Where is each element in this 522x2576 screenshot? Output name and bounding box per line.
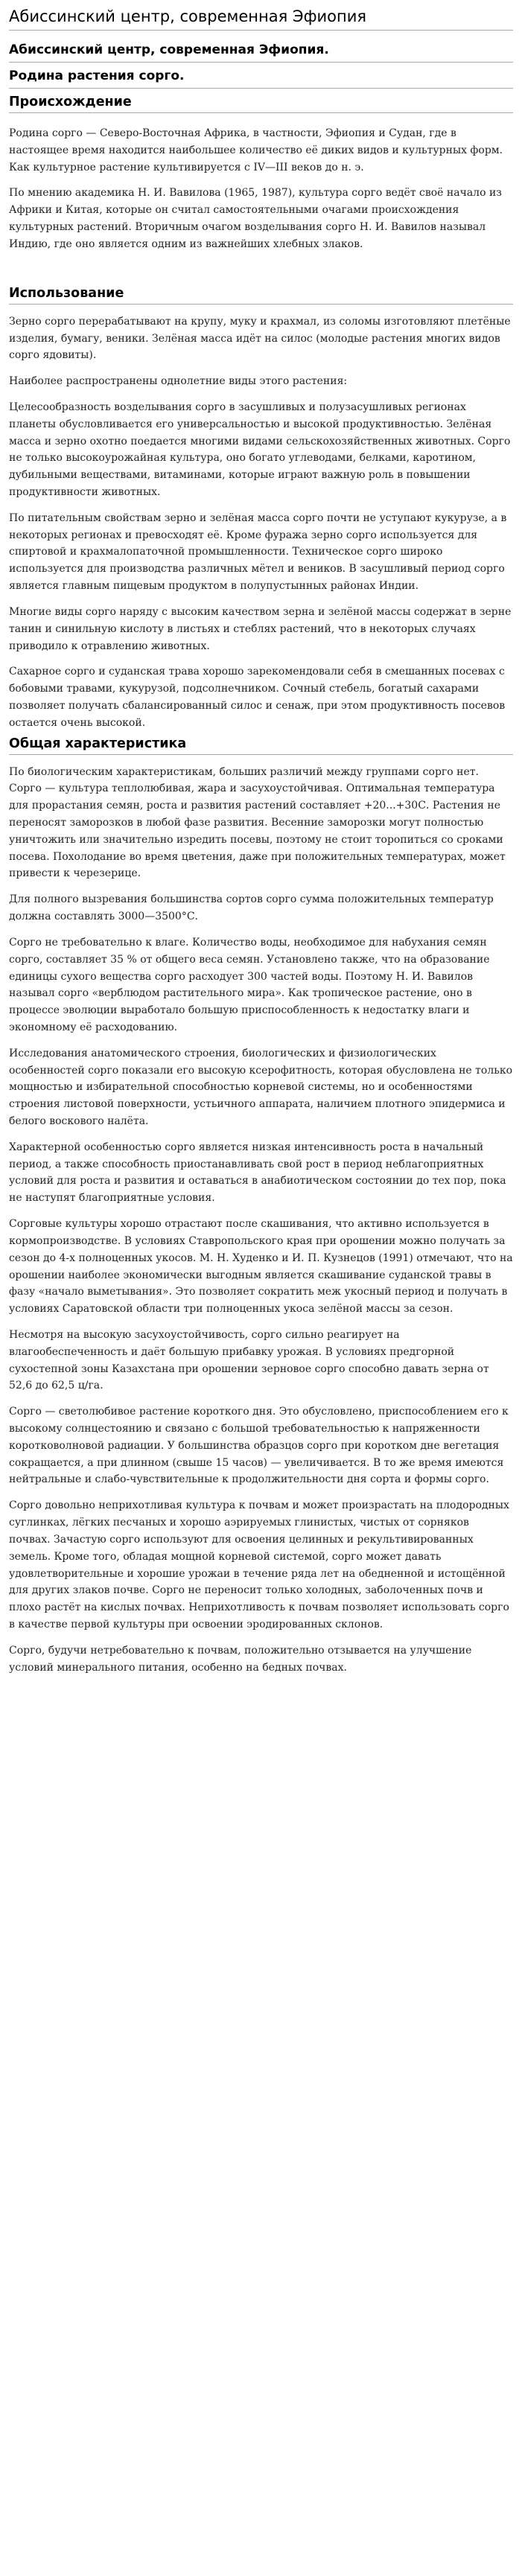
section-heading: Происхождение <box>9 90 513 113</box>
paragraph: Сорго довольно неприхотливая культура к почвам и может произрастать на плодородных суглинках, лёгких песчаных и хорошо аэрируемых глинистых, чистых от сорняков почвах. Зачастую сорго используют для освоения целинных и рекультивированных земель. Кроме того, обладая мощной корневой системой, сорго может давать удовлетворительные и хорошие урожаи в течение ряда лет на обедненной и истощённой для других злаков почве. Сорго не переносит только холодных, заболоченных почв и плохо растёт на кислых почвах. Неприхотливость к почвам позволяет использовать сорго в качестве первой культуры при освоении эродированных склонов. <box>9 1499 509 1630</box>
article-heading: Абиссинский центр, современная Эфиопия. <box>9 31 513 63</box>
paragraph: Несмотря на высокую засухоустойчивость, сорго сильно реагирует на влагообеспеченность и даёт большую прибавку урожая. В условиях предгорной сухостепной зоны Казахстана при орошении зерновое сорго способно давать зерна от 52,6 до 62,5 ц/га. <box>9 1328 489 1392</box>
paragraph: Сорговые культуры хорошо отрастают после скашивания, что активно используется в кормопроизводстве. В условиях Ставропольского края при орошении можно получать за сезон до 4-х полноценных укосов. М. Н. Худенко и И. П. Кузнецов (1991) отмечают, что на орошении наиболее экономически выгодным является скашивание суданской травы в фазу «начало выметывания». Это позволяет сократить меж укосный период и получать в условиях Саратовской области три полноценных укоса зелёной массы за сезон. <box>9 1218 513 1316</box>
paragraph: Наиболее распространены однолетние виды этого растения: <box>9 375 348 388</box>
paragraph: Зерно сорго перерабатывают на крупу, муку и крахмал, из соломы изготовляют плетёные изделия, бумагу, веники. Зелёная масса идёт на силос (молодые растения многих видов сорго ядовиты). <box>9 315 511 362</box>
paragraph: Родина сорго — Северо-Восточная Африка, в частности, Эфиопия и Судан, где в настоящее время находится наибольшее количество её диких видов и культурных форм. Как культурное растение культивируется с IV—III веков до н. э. <box>9 127 503 173</box>
paragraph: Для полного вызревания большинства сортов сорго сумма положительных температур должна составлять 3000—3500°С. <box>9 893 494 923</box>
article-subheading: Родина растения сорго. <box>9 63 513 89</box>
paragraph: Сорго не требовательно к влаге. Количество воды, необходимое для набухания семян сорго, составляет 35 % от общего веса семян. Установлено также, что на образование единицы сухого вещества сорго расходует 300 частей воды. Поэтому Н. И. Вавилов называл сорго «верблюдом растительного мира». Как тропическое растение, оно в процессе эволюции выработало большую приспособленность к недостатку влаги и экономному её расходованию. <box>9 936 490 1033</box>
paragraph: По мнению академика Н. И. Вавилова (1965, 1987), культура сорго ведёт своё начало из Африки и Китая, которые он считал самостоятельными очагами происхождения культурных растений. Вторичным очагом возделывания сорго Н. И. Вавилов называл Индию, где оно является одним из важнейших хлебных злаков. <box>9 187 502 250</box>
paragraph: По питательным свойствам зерно и зелёная масса сорго почти не уступают кукурузе, а в некоторых регионах и превосходят её. Кроме фуража зерно сорго используется для спиртовой и крахмалопаточной промышленности. Техническое сорго широко используется для производства различных мётел и веников. В засушливый период сорго является главным пищевым продуктом в полупустынных районах Индии. <box>9 511 507 593</box>
paragraph: По биологическим характеристикам, больших различий между группами сорго нет. Сорго — культура теплолюбивая, жара и засухоустойчивая. Оптимальная температура для прорастания семян, роста и развития растений составляет +20...+30С. Растения не переносят заморозков в любой фазе развития. Весенние заморозки могут полностью уничтожить или значительно изредить посевы, поэтому не стоит торопиться со сроками посева. Похолодание во время цветения, даже при положительных температурах, может привести к черезерице. <box>9 765 506 880</box>
section-usage <box>9 281 513 732</box>
paragraph: Многие виды сорго наряду с высоким качеством зерна и зелёной массы содержат в зерне танин и синильную кислоту в листьях и стеблях растений, что в некоторых случаях приводило к отравлению животных. <box>9 605 512 652</box>
page-title: Абиссинский центр, современная Эфиопия <box>9 6 513 31</box>
section-origin <box>9 90 513 253</box>
paragraph: Сорго — светолюбивое растение короткого дня. Это обусловлено, приспособлением его к высокому солнцестоянию и связано с большой требовательностью к напряженности коротковолновой радиации. У большинства образцов сорго при коротком дне вегетация сокращается, а при длинном (свыше 15 часов) — увеличивается. В то же время имеются нейтральные и слабо-чувствительные к продолжительности дня сорта и формы сорго. <box>9 1406 509 1486</box>
paragraph: Характерной особенностью сорго является низкая интенсивность роста в начальный период, а также способность приостанавливать свой рост в период неблагоприятных условий для роста и развития и оставаться в анабиотическом состоянии до тех пор, пока не наступят благоприятные условия. <box>9 1141 506 1205</box>
paragraph: Целесообразность возделывания сорго в засушливых и полузасушливых регионах планеты обусловливается его универсальностью и высокой продуктивностью. Зелёная масса и зерно охотно поедается многими видами сельскохозяйственных животных. Сорго не только высокоурожайная культура, оно богато углеводами, белками, каротином, дубильными веществами, витаминами, которые играют важную роль в повышении продуктивности животных. <box>9 401 511 498</box>
section-heading: Использование <box>9 281 513 305</box>
section-general <box>9 732 513 1677</box>
paragraph: Сахарное сорго и суданская трава хорошо зарекомендовали себя в смешанных посевах с бобовыми травами, кукурузой, подсолнечником. Сочный стебель, богатый сахарами позволяет получать сбалансированный силос и сенаж, при этом продуктивность посевов остается очень высокой. <box>9 666 506 729</box>
paragraph: Сорго, будучи нетребовательно к почвам, положительно отзывается на улучшение условий минерального питания, особенно на бедных почвах. <box>9 1644 472 1674</box>
paragraph: Исследования анатомического строения, биологических и физиологических особенностей сорго показали его высокую ксерофитность, которая обусловлена не только мощностью и избирательной способностью корневой системы, но и особенностями строения листовой поверхности, устьичного аппарата, наличием плотного эпидермиса и белого воскового налёта. <box>9 1047 513 1127</box>
section-heading: Общая характеристика <box>9 732 513 755</box>
